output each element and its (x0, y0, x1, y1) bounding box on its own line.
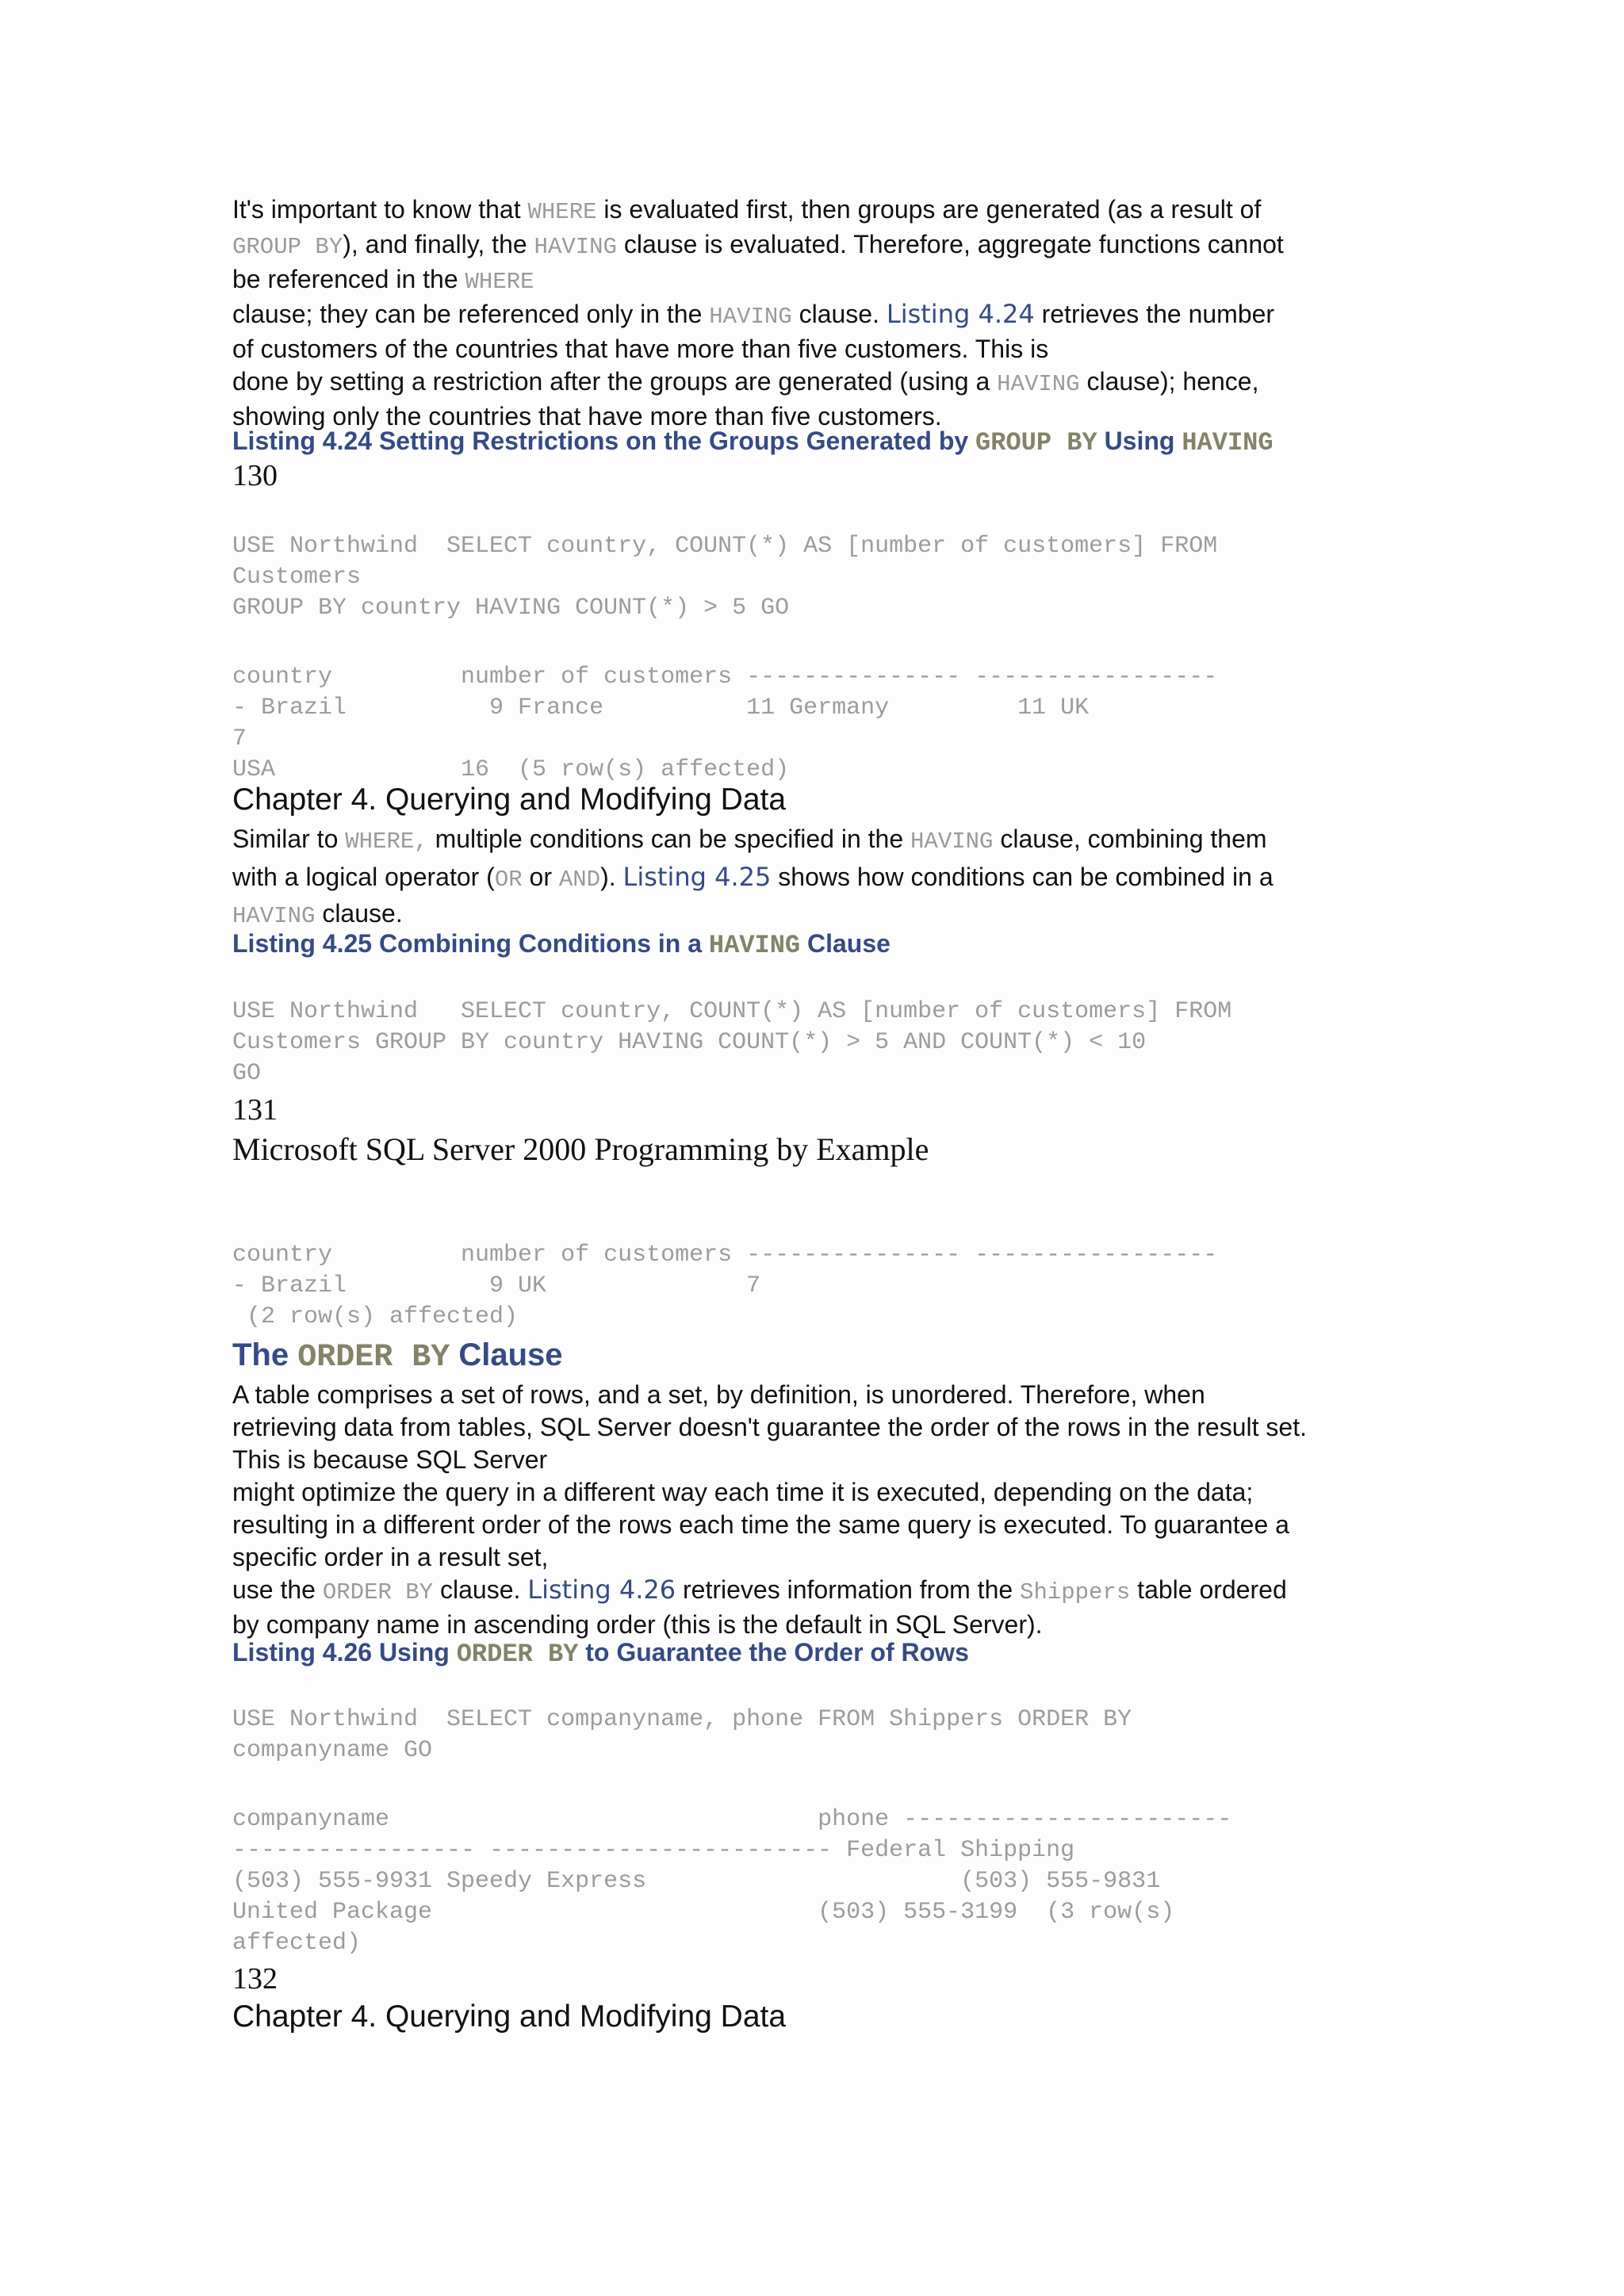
code-listing-4-26 (232, 1705, 1406, 1766)
text: shows how conditions can be combined in a (771, 863, 1274, 891)
inline-code: Shippers (1020, 1579, 1131, 1605)
code-listing-4-25 (232, 997, 1406, 1089)
text: showing only the countries that have more than five customers. (232, 402, 942, 430)
text: ). (600, 863, 623, 891)
inline-code: ORDER BY (322, 1579, 434, 1605)
result-listing-4-25 (232, 1240, 1406, 1333)
chapter-header (232, 782, 1406, 818)
text: A table comprises a set of rows, and a set, by definition, is unordered. Therefore, when (232, 1380, 1205, 1409)
code-listing-4-24 (232, 531, 1406, 624)
text: use the (232, 1575, 323, 1604)
result-listing-4-24 (232, 662, 1406, 786)
text: ), and finally, the (343, 230, 534, 258)
text: resulting in a different order of the rows each time the same query is executed. To guarantee a (232, 1510, 1289, 1539)
listing-4-24-title (232, 425, 1406, 459)
result-block: country number of customers --------------- ----------------- - Brazil 9 France 11 Germany 11 UK 7 USA 16 (5 row(s) affected) (232, 664, 1218, 783)
listing-title-keyword: HAVING (1182, 428, 1274, 457)
chapter-title: Chapter 4. Querying and Modifying Data (232, 783, 787, 817)
book-title-header (232, 1131, 1406, 1169)
page-number (232, 458, 1406, 493)
code-block: USE Northwind SELECT country, COUNT(*) AS [number of customers] FROM Customers GROUP BY country HAVING COUNT(*) > 5 AND COUNT(*) < 10 GO (232, 998, 1232, 1087)
text: clause, combining them (993, 825, 1267, 853)
text: It's important to know that (232, 195, 528, 224)
inline-code: OR (494, 867, 523, 893)
book-title: Microsoft SQL Server 2000 Programming by Example (232, 1131, 929, 1167)
text: table ordered (1130, 1575, 1287, 1604)
page-number (232, 1961, 1406, 1996)
result-listing-4-26 (232, 1804, 1406, 1959)
inline-code: HAVING (997, 371, 1080, 397)
text: or (522, 863, 559, 891)
listing-4-26-link[interactable]: Listing 4.26 (527, 1575, 676, 1605)
page-number-132: 132 (232, 1962, 278, 1996)
result-block: country number of customers --------------- ----------------- - Brazil 9 UK 7 (2 row(s) affected) (232, 1242, 1218, 1330)
inline-code: WHERE, (345, 828, 428, 855)
text: done by setting a restriction after the groups are generated (using a (232, 367, 998, 396)
text: be referenced in the (232, 265, 465, 293)
listing-title-text: Listing 4.26 Using (232, 1638, 457, 1667)
paragraph-order-by (232, 1379, 1406, 1641)
text: clause); hence, (1079, 367, 1259, 396)
inline-code: WHERE (465, 269, 534, 295)
text: is evaluated first, then groups are generated (as a result of (596, 195, 1262, 224)
listing-title-keyword: ORDER BY (456, 1640, 579, 1669)
heading-keyword: ORDER BY (297, 1340, 450, 1376)
listing-title-text: Listing 4.25 Combining Conditions in a (232, 929, 709, 958)
text: retrieving data from tables, SQL Server doesn't guarantee the order of the rows in the result set. (232, 1413, 1307, 1441)
inline-code: HAVING (910, 828, 994, 855)
listing-title-text: to Guarantee the Order of Rows (578, 1638, 969, 1667)
heading-text: Clause (450, 1337, 563, 1372)
listing-title-keyword: HAVING (708, 931, 801, 960)
text: retrieves the number (1034, 300, 1275, 328)
listing-4-24-link[interactable]: Listing 4.24 (886, 299, 1035, 329)
inline-code: GROUP BY (232, 234, 343, 260)
page-number-130: 130 (232, 459, 278, 492)
listing-title-text: Listing 4.24 Setting Restrictions on the Groups Generated by (232, 427, 976, 455)
listing-title-keyword: GROUP BY (975, 428, 1097, 457)
text: clause. (315, 899, 403, 928)
listing-4-25-link[interactable]: Listing 4.25 (622, 862, 772, 892)
text: clause. (791, 300, 887, 328)
page-number-131: 131 (232, 1093, 278, 1127)
listing-title-text: Using (1097, 427, 1182, 455)
text: might optimize the query in a different way each time it is executed, depending on the data; (232, 1478, 1254, 1506)
text: specific order in a result set, (232, 1543, 549, 1571)
listing-4-25-title (232, 928, 1406, 962)
inline-code: AND (558, 867, 601, 893)
chapter-header (232, 1999, 1406, 2035)
paragraph-having-conditions (232, 821, 1406, 932)
inline-code: WHERE (527, 199, 597, 225)
page-number (232, 1093, 1406, 1127)
heading-text: The (232, 1337, 298, 1372)
text: clause. (433, 1575, 528, 1604)
text: multiple conditions can be specified in the (427, 825, 911, 853)
text: Similar to (232, 825, 346, 853)
text: clause is evaluated. Therefore, aggregate functions cannot (616, 230, 1284, 258)
text: This is because SQL Server (232, 1445, 548, 1474)
paragraph-having-intro (232, 193, 1406, 433)
inline-code: HAVING (232, 903, 316, 929)
result-block: companyname phone ----------------------- ----------------- ------------------------ Federal Shipping (503) 555-9931 Speedy Express (503) 555-9831 United Package (503) 555-3199 (3 row(s) affected) (232, 1806, 1232, 1957)
listing-title-text: Clause (800, 929, 891, 958)
inline-code: HAVING (534, 234, 617, 260)
listing-4-26-title (232, 1636, 1406, 1670)
text: retrieves information from the (676, 1575, 1021, 1604)
code-block: USE Northwind SELECT companyname, phone FROM Shippers ORDER BY companyname GO (232, 1706, 1132, 1764)
text: clause; they can be referenced only in the (232, 300, 710, 328)
text: of customers of the countries that have more than five customers. This is (232, 335, 1049, 363)
inline-code: HAVING (709, 304, 792, 330)
code-block: USE Northwind SELECT country, COUNT(*) AS [number of customers] FROM Customers GROUP BY country HAVING COUNT(*) > 5 GO (232, 533, 1218, 622)
section-heading (232, 1337, 1406, 1376)
chapter-title: Chapter 4. Querying and Modifying Data (232, 1999, 787, 2034)
text: with a logical operator ( (232, 863, 495, 891)
text: by company name in ascending order (this is the default in SQL Server). (232, 1610, 1043, 1639)
